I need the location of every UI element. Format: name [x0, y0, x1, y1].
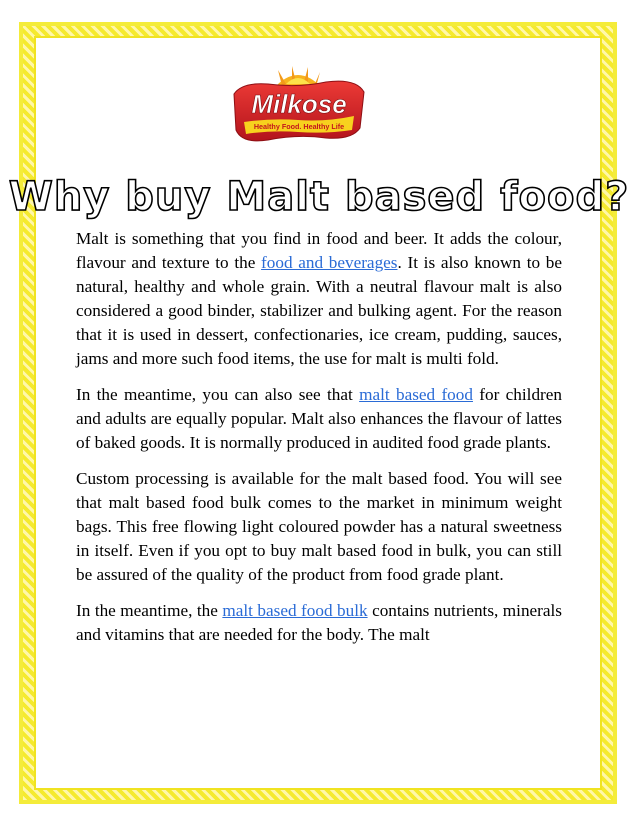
paragraph-text: Custom processing is available for the malt based food. You will see that malt based food bulk comes to the market in minimum weight bags. This free flowing light coloured powder has a natural sweetness in itself. Even if you opt to buy malt based food in bulk, you can still be assured of the quality of the product from food grade plant.: [76, 469, 562, 584]
paragraph-4: [76, 599, 562, 647]
paragraph-text: Malt is something that you find in food and beer. It adds the colour, flavour and texture to the: [76, 229, 562, 272]
paragraph-3: [76, 467, 562, 587]
milkose-logo: [222, 58, 374, 148]
paragraph-text: In the meantime, you can also see that: [76, 385, 360, 404]
paragraph-1: [76, 227, 562, 371]
paragraph-text: . It is also known to be natural, healthy and whole grain. With a neutral flavour malt is also considered a good binder, stabilizer and bulking agent. For the reason that it is used in dessert, confectionaries, ice cream, pudding, sauces, jams and more such food items, the use for malt is multi fold.: [76, 253, 563, 368]
logo-tagline: Healthy Food. Healthy Life: [253, 122, 345, 131]
paragraph-text: for children and adults are equally popular. Malt also enhances the flavour of lattes of baked goods. It is normally produced in audited food grade plants.: [76, 385, 562, 452]
paragraph-2: [76, 383, 562, 455]
food-and-beverages-link[interactable]: food and beverages: [261, 253, 398, 272]
logo-brand-text: Milkose: [251, 89, 347, 119]
malt-based-food-link[interactable]: malt based food: [359, 385, 473, 404]
paragraph-text: contains nutrients, minerals and vitamins that are needed for the body. The malt: [76, 601, 562, 644]
page-title-text: Why buy Malt based food?: [8, 174, 630, 220]
page-title: [8, 166, 630, 224]
article-body: [76, 227, 562, 659]
paragraph-text: In the meantime, the: [76, 601, 223, 620]
malt-based-food-bulk-link[interactable]: malt based food bulk: [222, 601, 368, 620]
